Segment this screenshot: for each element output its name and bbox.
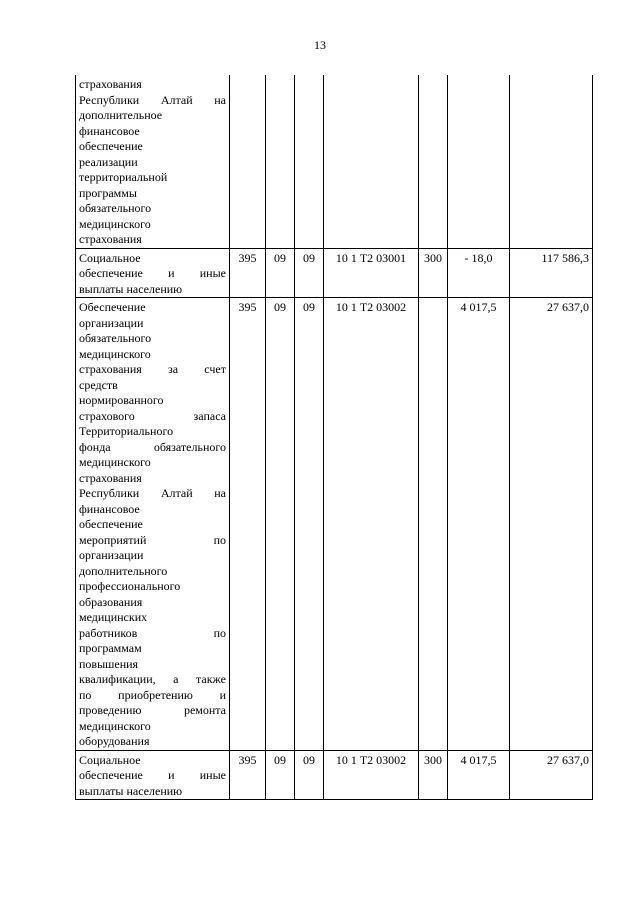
description-line: обеспечение и иные (79, 768, 226, 782)
ministry-cell (230, 75, 266, 248)
description-line: Республики Алтай на (79, 486, 226, 500)
description-line: Республики Алтай на (79, 92, 226, 107)
description-line: реализации (79, 154, 138, 169)
description-line: страхования (79, 232, 142, 246)
expense-type-cell (419, 298, 448, 751)
description-line: медицинских (79, 610, 148, 624)
subsection-cell: 09 (295, 298, 324, 751)
description-line: обеспечение (79, 517, 143, 531)
description-cell (76, 248, 230, 298)
description-line: медицинского (79, 455, 151, 469)
description-line: программам (79, 641, 142, 655)
change-amount-cell: 4 017,5 (448, 750, 510, 800)
page-number: 13 (314, 38, 326, 52)
subsection-cell (295, 75, 324, 248)
table-row (76, 248, 593, 298)
description-cell (76, 75, 230, 248)
description-cell (76, 750, 230, 800)
description-line: мероприятий по (79, 532, 226, 547)
description-line: выплаты населению (79, 783, 183, 798)
table-row (76, 750, 593, 800)
description-cell (76, 298, 230, 751)
description-line: Социальное (79, 752, 141, 767)
target-article-cell: 10 1 Т2 03001 (324, 248, 419, 298)
description-line: фонда обязательного (79, 439, 226, 454)
description-line: финансовое (79, 501, 140, 516)
table-row (76, 75, 593, 248)
description-line: квалификации, а также (79, 672, 226, 686)
description-line: дополнительное (79, 108, 163, 122)
description-line: средств (79, 377, 118, 392)
change-amount-cell: - 18,0 (448, 248, 510, 298)
change-amount-cell: 4 017,5 (448, 298, 510, 751)
description-line: обеспечение (79, 139, 143, 153)
section-cell: 09 (266, 248, 295, 298)
description-line: обязательного (79, 331, 152, 345)
description-line: организации (79, 548, 144, 562)
expense-type-cell (419, 75, 448, 248)
table-row (76, 298, 593, 751)
description-line: оборудования (79, 734, 150, 748)
description-line: медицинского (79, 216, 151, 231)
total-amount-cell: 27 637,0 (510, 298, 593, 751)
description-line: страхового запаса (79, 408, 226, 423)
total-amount-cell: 117 586,3 (510, 248, 593, 298)
description-line: работников по (79, 625, 226, 640)
description-line: страхования (79, 470, 142, 485)
description-line: дополнительного (79, 563, 168, 578)
ministry-cell: 395 (230, 248, 266, 298)
description-line: страхования (79, 77, 142, 91)
description-line: повышения (79, 656, 139, 671)
subsection-cell: 09 (295, 248, 324, 298)
description-line: программы (79, 185, 137, 200)
description-line: организации (79, 315, 144, 330)
budget-table (75, 75, 593, 800)
expense-type-cell: 300 (419, 750, 448, 800)
target-article-cell (324, 75, 419, 248)
description-line: образования (79, 594, 143, 609)
description-line: профессионального (79, 579, 181, 593)
description-line: медицинского (79, 346, 151, 361)
target-article-cell: 10 1 Т2 03002 (324, 750, 419, 800)
description-line: медицинского (79, 718, 151, 733)
description-line: страхования за счет (79, 362, 226, 376)
description-line: обеспечение и иные (79, 266, 226, 280)
description-line: финансовое (79, 123, 140, 138)
description-line: Обеспечение (79, 300, 146, 314)
description-line: выплаты населению (79, 281, 183, 296)
subsection-cell: 09 (295, 750, 324, 800)
expense-type-cell: 300 (419, 248, 448, 298)
description-line: нормированного (79, 393, 164, 407)
description-line: по приобретению и (79, 687, 226, 702)
section-cell: 09 (266, 750, 295, 800)
description-line: Социальное (79, 250, 141, 265)
ministry-cell: 395 (230, 750, 266, 800)
description-line: территориальной (79, 170, 168, 184)
description-line: обязательного (79, 201, 152, 215)
total-amount-cell: 27 637,0 (510, 750, 593, 800)
ministry-cell: 395 (230, 298, 266, 751)
change-amount-cell (448, 75, 510, 248)
section-cell: 09 (266, 298, 295, 751)
description-line: проведению ремонта (79, 703, 226, 717)
target-article-cell: 10 1 Т2 03002 (324, 298, 419, 751)
total-amount-cell (510, 75, 593, 248)
description-line: Территориального (79, 424, 174, 438)
section-cell (266, 75, 295, 248)
